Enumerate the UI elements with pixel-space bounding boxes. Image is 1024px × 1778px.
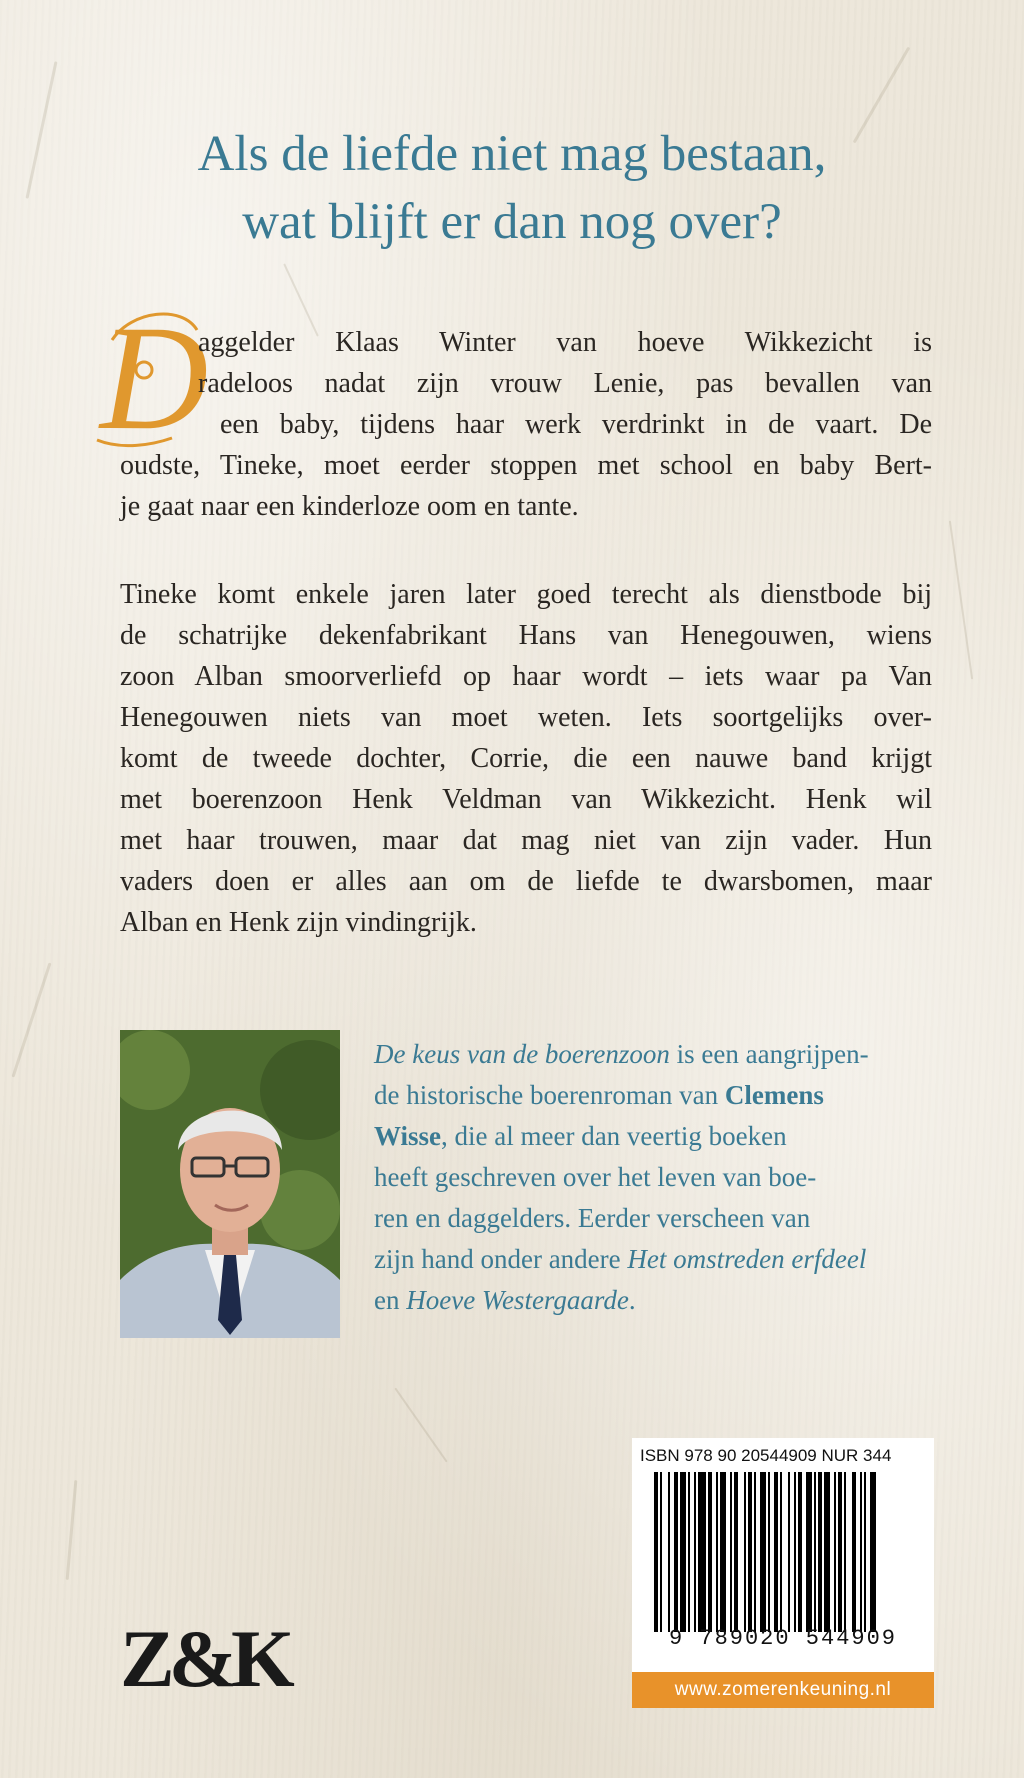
barcode-bar bbox=[818, 1472, 822, 1632]
tagline-line-2: wat blijft er dan nog over? bbox=[242, 194, 782, 250]
blurb-text: en bbox=[374, 1285, 407, 1315]
barcode-bar bbox=[668, 1472, 670, 1632]
barcode-bar bbox=[744, 1472, 746, 1632]
text-line: met haar trouwen, maar dat mag niet van zijn vader. Hun bbox=[120, 825, 932, 856]
text-line: met boerenzoon Henk Veldman van Wikkezicht. Henk wil bbox=[120, 784, 932, 815]
text-line: zoon Alban smoorverliefd op haar wordt – iets waar pa Van bbox=[120, 661, 932, 692]
author-portrait-illustration bbox=[120, 1030, 340, 1338]
barcode-bar bbox=[794, 1472, 796, 1632]
barcode-bar bbox=[852, 1472, 856, 1632]
barcode-bar bbox=[788, 1472, 790, 1632]
text-line: oudste, Tineke, moet eerder stoppen met school en baby Bert- bbox=[120, 450, 932, 481]
barcode-bars bbox=[654, 1472, 924, 1632]
barcode-bar bbox=[798, 1472, 802, 1632]
barcode-bar bbox=[780, 1472, 782, 1632]
barcode-bar bbox=[654, 1472, 658, 1632]
blurb-text: . bbox=[628, 1285, 636, 1315]
book-title-3: Hoeve Westergaarde bbox=[406, 1285, 629, 1315]
barcode-bar bbox=[844, 1472, 846, 1632]
blurb-text: de historische boerenroman van bbox=[374, 1080, 725, 1110]
barcode-bar bbox=[720, 1472, 726, 1632]
barcode-bar bbox=[760, 1472, 766, 1632]
barcode-bar bbox=[870, 1472, 876, 1632]
blurb-text: zijn hand onder andere bbox=[374, 1244, 628, 1274]
author-photo bbox=[120, 1030, 340, 1338]
barcode-bar bbox=[716, 1472, 718, 1632]
barcode-bar bbox=[838, 1472, 842, 1632]
text-line: Henegouwen niets van moet weten. Iets soortgelijks over- bbox=[120, 702, 932, 733]
barcode-bar bbox=[734, 1472, 738, 1632]
barcode-bar bbox=[864, 1472, 866, 1632]
texture-crack bbox=[66, 1480, 78, 1580]
story-paragraph-1 bbox=[120, 322, 932, 527]
dropcap-letter: D bbox=[100, 300, 209, 450]
text-line: Tineke komt enkele jaren later goed terecht als dienstbode bij bbox=[120, 579, 932, 610]
text-line: aggelder Klaas Winter van hoeve Wikkezicht is bbox=[198, 327, 932, 358]
barcode-bar bbox=[834, 1472, 836, 1632]
blurb-text: is een aangrijpen- bbox=[669, 1039, 869, 1069]
barcode-bar bbox=[708, 1472, 712, 1632]
barcode-digits: 9 789020 544909 bbox=[668, 1626, 898, 1651]
texture-crack bbox=[12, 962, 52, 1077]
publisher-url[interactable]: www.zomerenkeuning.nl bbox=[632, 1672, 934, 1708]
barcode-bar bbox=[748, 1472, 752, 1632]
texture-crack bbox=[394, 1388, 447, 1463]
barcode-bar bbox=[806, 1472, 812, 1632]
barcode-bar bbox=[674, 1472, 678, 1632]
barcode-bar bbox=[860, 1472, 862, 1632]
author-first-name: Clemens bbox=[724, 1080, 824, 1110]
logo-text: Z&K bbox=[120, 1618, 289, 1698]
barcode-box bbox=[632, 1438, 934, 1678]
barcode-bar bbox=[814, 1472, 816, 1632]
texture-crack bbox=[949, 521, 973, 680]
barcode-bar bbox=[824, 1472, 830, 1632]
barcode-bar bbox=[730, 1472, 732, 1632]
blurb-text: , die al meer dan veertig boeken bbox=[441, 1121, 787, 1151]
barcode-bar bbox=[768, 1472, 770, 1632]
tagline-line-1: Als de liefde niet mag bestaan, bbox=[197, 126, 827, 182]
barcode-bar bbox=[698, 1472, 706, 1632]
story-paragraph-2 bbox=[120, 574, 932, 943]
text-line: de schatrijke dekenfabrikant Hans van Henegouwen, wiens bbox=[120, 620, 932, 651]
tagline bbox=[60, 120, 964, 256]
barcode-bar bbox=[694, 1472, 696, 1632]
text-line: komt de tweede dochter, Corrie, die een nauwe band krijgt bbox=[120, 743, 932, 774]
text-line: je gaat naar een kinderloze oom en tante. bbox=[120, 491, 579, 522]
author-blurb bbox=[374, 1034, 932, 1321]
text-line: radeloos nadat zijn vrouw Lenie, pas bevallen van bbox=[198, 368, 932, 399]
text-line: vaders doen er alles aan om de liefde te dwarsbomen, maar bbox=[120, 866, 932, 897]
barcode-bar bbox=[754, 1472, 756, 1632]
barcode-bar bbox=[774, 1472, 778, 1632]
book-title: De keus van de boerenzoon bbox=[374, 1039, 670, 1069]
barcode-bar bbox=[688, 1472, 690, 1632]
book-title-2: Het omstreden erfdeel bbox=[627, 1244, 867, 1274]
texture-crack bbox=[25, 61, 57, 199]
text-line: een baby, tijdens haar werk verdrinkt in de vaart. De bbox=[220, 409, 932, 440]
barcode-bar bbox=[660, 1472, 662, 1632]
barcode-bar bbox=[680, 1472, 686, 1632]
zk-logo-icon bbox=[120, 1618, 310, 1698]
text-line: Alban en Henk zijn vindingrijk. bbox=[120, 907, 477, 938]
author-last-name: Wisse bbox=[374, 1121, 442, 1151]
blurb-text: ren en daggelders. Eerder verscheen van bbox=[374, 1203, 811, 1233]
isbn-label: ISBN 978 90 20544909 NUR 344 bbox=[640, 1446, 892, 1465]
blurb-text: heeft geschreven over het leven van boe- bbox=[374, 1162, 817, 1192]
publisher-logo bbox=[120, 1618, 310, 1698]
